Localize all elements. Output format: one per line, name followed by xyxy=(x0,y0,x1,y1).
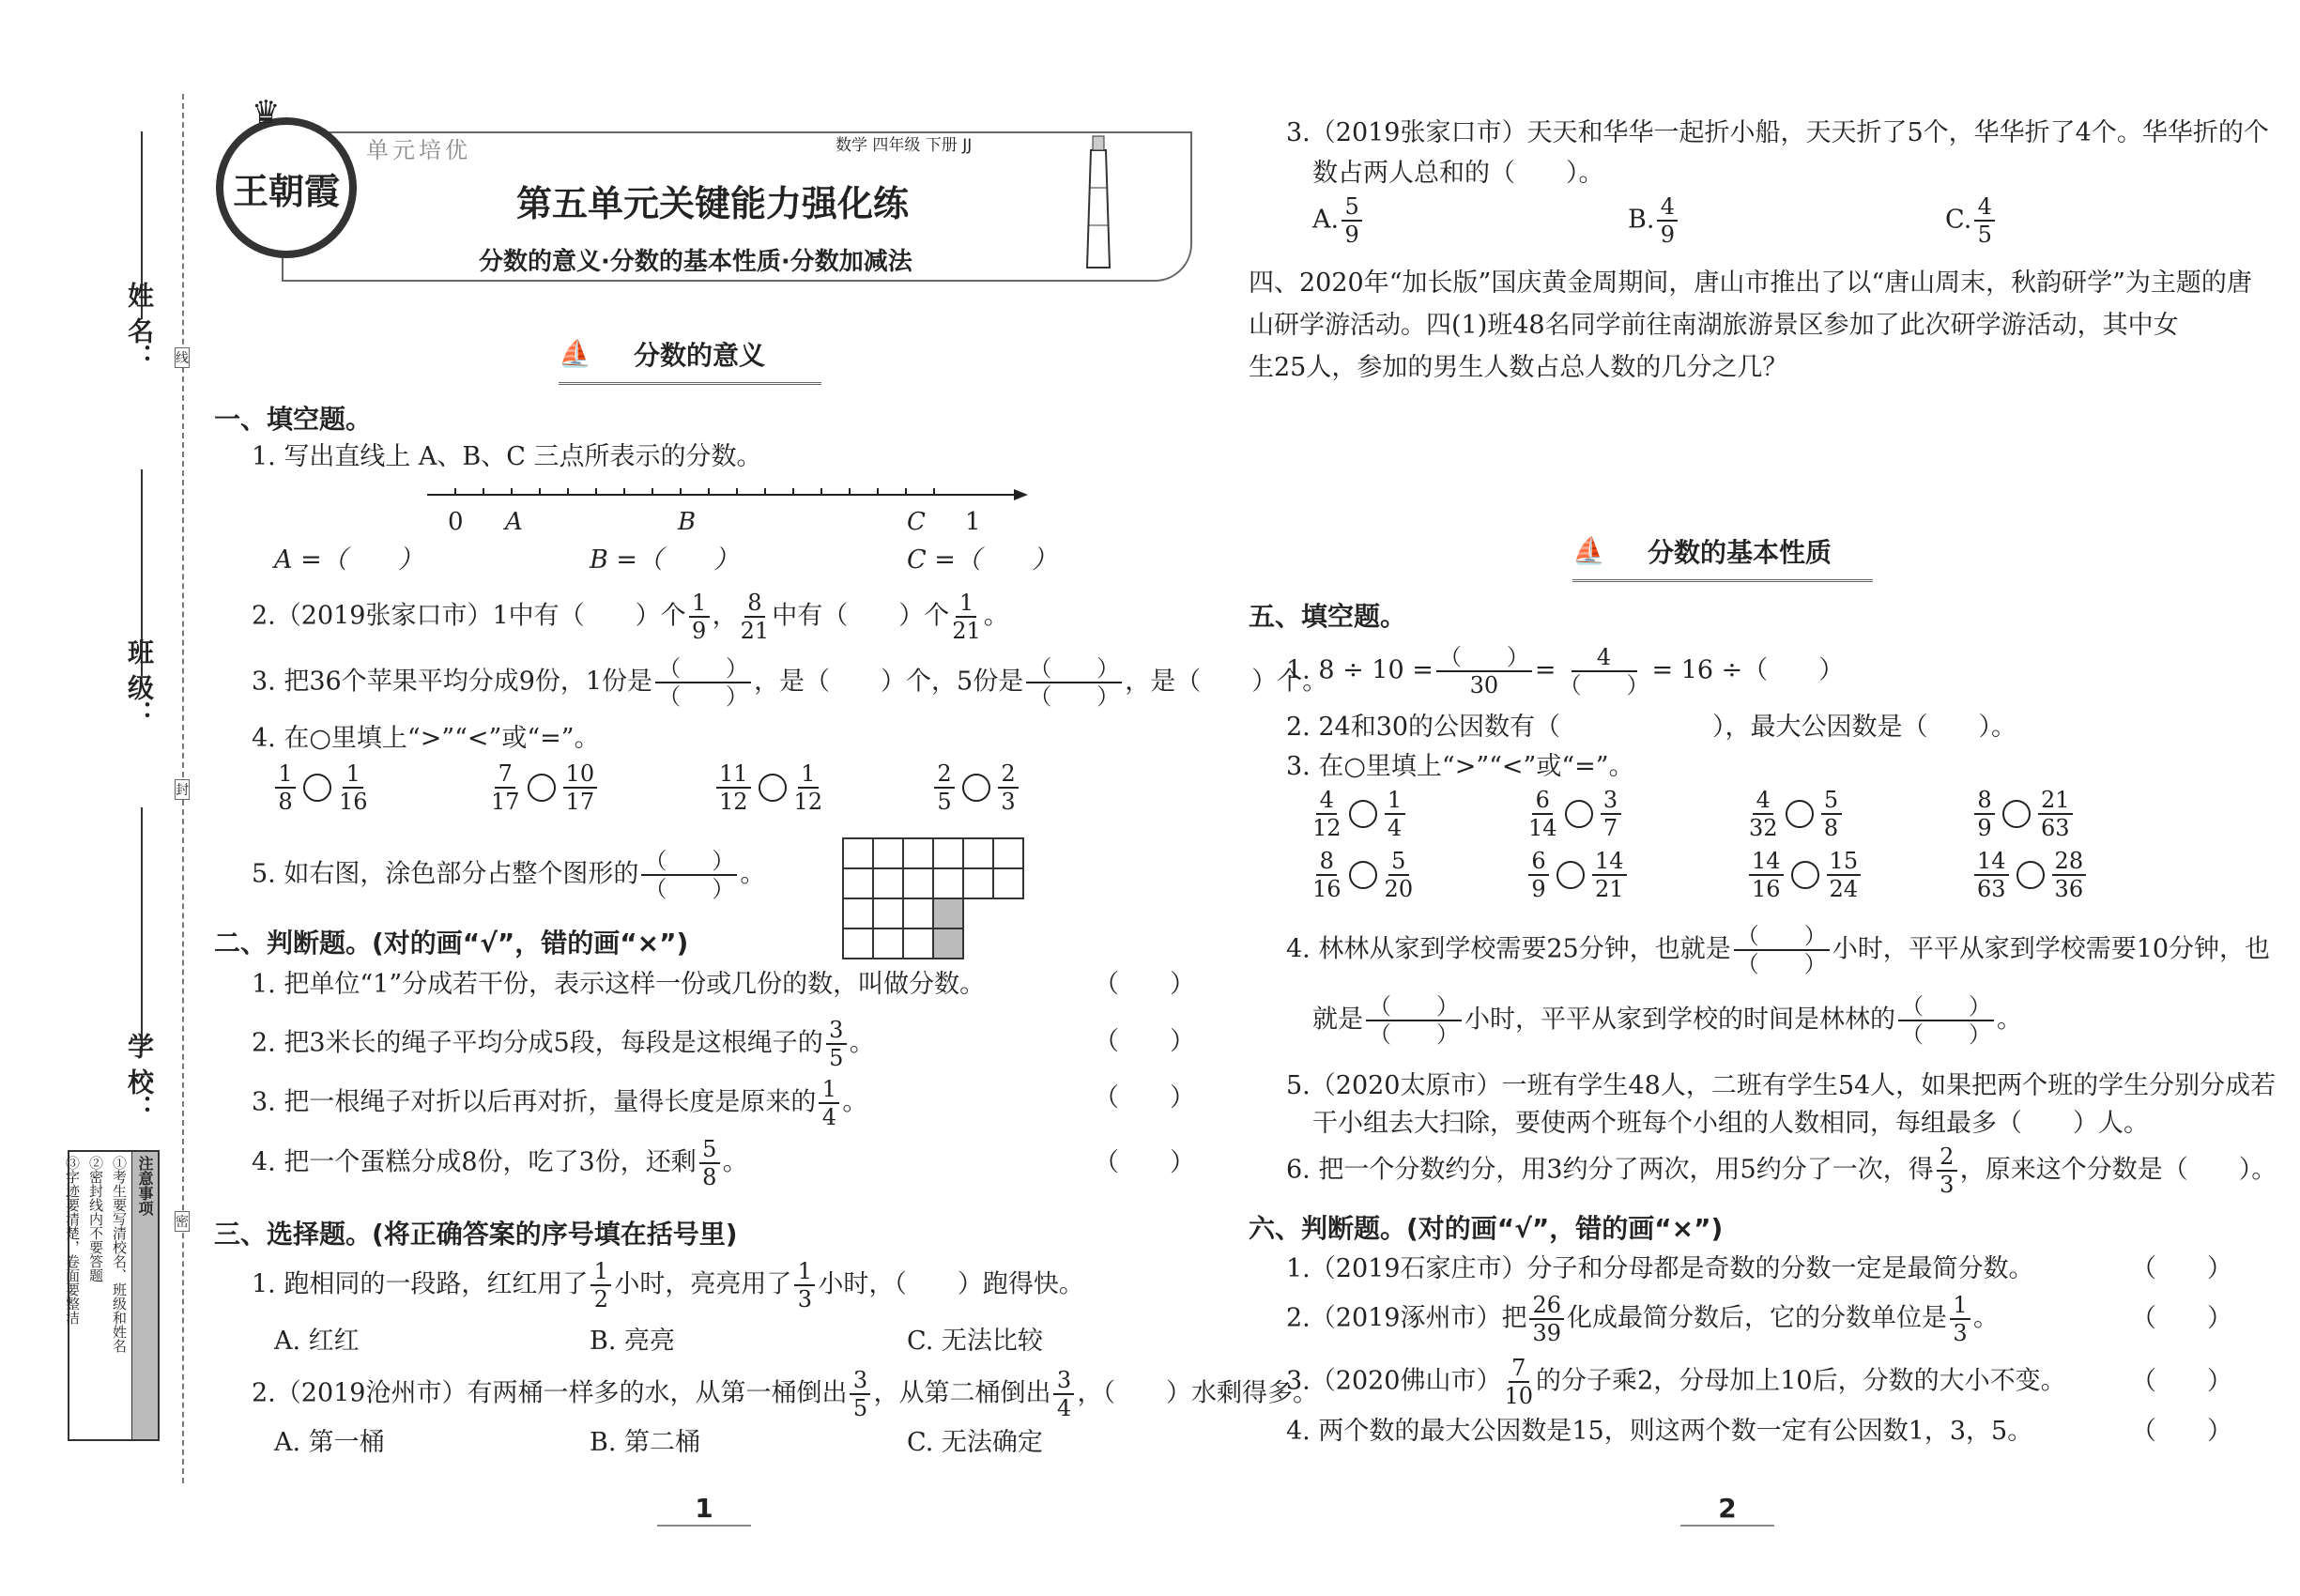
s5-compare-5[interactable] xyxy=(1310,850,1416,900)
numerator: 1 xyxy=(689,591,710,618)
s3-q2 xyxy=(252,1369,1318,1420)
q1-answer-b[interactable]: B =（ ） xyxy=(590,545,740,575)
compare-circle[interactable] xyxy=(1349,800,1377,828)
item-end: 。 xyxy=(849,1028,875,1058)
numerator: 1 xyxy=(1950,1294,1970,1320)
s3-heading: 三、选择题。(将正确答案的序号填在括号里) xyxy=(214,1219,738,1250)
item-end: 。 xyxy=(722,1147,748,1177)
denominator: 3 xyxy=(797,1286,812,1312)
q-text: 小时，平平从家到学校的时间是林林的 xyxy=(1464,1005,1895,1035)
denominator: 12 xyxy=(719,789,748,815)
shaded-grid-figure xyxy=(842,837,1054,959)
item-end: 。 xyxy=(842,1087,868,1117)
s3-q3-option-b[interactable] xyxy=(1628,195,1680,246)
page-number: 1 xyxy=(695,1493,713,1524)
numerator: 1 xyxy=(819,1078,839,1104)
notice-box xyxy=(64,1150,160,1441)
lighthouse-icon xyxy=(1080,131,1117,272)
s5-q1 xyxy=(1286,646,1844,697)
blank-fraction[interactable] xyxy=(1559,646,1649,697)
numerator: 14 xyxy=(1974,850,2009,876)
blank-fraction[interactable] xyxy=(1734,925,1830,975)
q2-text-c: 中有（ ）个 xyxy=(772,601,950,631)
s3-q3-line1: 3.（2019张家口市）天天和华华一起折小船，天天折了5个，华华折了4个。华华折的个 xyxy=(1286,118,2269,147)
denominator: （ ） xyxy=(1901,1021,1991,1048)
denominator: 9 xyxy=(1531,876,1546,902)
notice-title: 注意事项 xyxy=(131,1152,158,1439)
numerator: 4 xyxy=(1572,646,1637,672)
class-label: 班 级： xyxy=(124,638,155,727)
equals: = xyxy=(1534,655,1556,685)
denominator: 3 xyxy=(1953,1320,1968,1346)
blank-fraction[interactable] xyxy=(1366,995,1462,1046)
option-label: B. xyxy=(1628,205,1655,235)
denominator: 8 xyxy=(1823,815,1839,841)
numerator: 3 xyxy=(850,1369,870,1395)
q4-compare-4[interactable] xyxy=(931,762,1021,813)
q2-fraction-2 xyxy=(741,591,770,642)
notice-item-2: ②密封线内不要答题 xyxy=(87,1156,104,1282)
denominator: 8 xyxy=(702,1164,717,1190)
denominator: 30 xyxy=(1469,672,1499,698)
s2-item-4 xyxy=(252,1138,748,1189)
denominator: 10 xyxy=(1504,1383,1534,1409)
numerator: 26 xyxy=(1529,1294,1564,1320)
q-text: 2.（2019涿州市）把 xyxy=(1286,1303,1527,1333)
denominator: 5 xyxy=(852,1395,868,1421)
numerator: 11 xyxy=(716,762,751,789)
denominator: 4 xyxy=(1387,815,1403,841)
denominator: 24 xyxy=(1829,876,1859,902)
denominator: （ ） xyxy=(1736,951,1827,977)
blank-fraction[interactable] xyxy=(1436,646,1532,697)
s5-compare-1[interactable] xyxy=(1310,789,1408,839)
s5-q2: 2. 24和30的公因数有（ ），最大公因数是（ ）。 xyxy=(1286,713,2017,742)
school-underline xyxy=(141,807,143,1051)
denominator: 9 xyxy=(1660,222,1676,248)
denominator: 36 xyxy=(2054,876,2084,902)
denominator: 17 xyxy=(491,789,520,815)
section-title-basic-property xyxy=(1572,526,1873,582)
numerator: （ ） xyxy=(1366,995,1462,1021)
s2-answer-1[interactable]: （ ） xyxy=(1094,970,1195,999)
s1-q2 xyxy=(252,591,1009,642)
q5-text-a: 5. 如右图，涂色部分占整个图形的 xyxy=(252,859,639,889)
q3-text-b: ，是（ ）个，5份是 xyxy=(754,667,1024,697)
numerator: 1 xyxy=(275,762,296,789)
denominator: （ ） xyxy=(658,683,749,710)
denominator: （ ） xyxy=(1029,683,1120,710)
denominator: 12 xyxy=(793,789,823,815)
denominator: 5 xyxy=(829,1045,844,1071)
compare-circle[interactable] xyxy=(1556,861,1585,889)
seal-mark-xian: 线 xyxy=(175,347,190,368)
q-text: ，从第二桶倒出 xyxy=(873,1378,1051,1408)
page-subtitle: 分数的意义·分数的基本性质·分数加减法 xyxy=(479,248,912,276)
q3-text-a: 3. 把36个苹果平均分成9份，1份是 xyxy=(252,667,653,697)
numerator: 2 xyxy=(934,762,955,789)
book-info: 数学 四年级 下册 JJ xyxy=(836,136,973,155)
item-text: 2. 把3米长的绳子平均分成5段，每段是这根绳子的 xyxy=(252,1028,823,1058)
denominator: （ ） xyxy=(644,876,735,902)
item-text: 3. 把一根绳子对折以后再对折，量得长度是原来的 xyxy=(252,1087,817,1117)
numerator: （ ） xyxy=(1898,995,1994,1021)
s6-q3 xyxy=(1286,1357,2066,1407)
s5-compare-2[interactable] xyxy=(1526,789,1624,839)
numerator: （ ） xyxy=(655,657,751,683)
denominator: 4 xyxy=(1056,1395,1072,1421)
q5-text-b: 。 xyxy=(740,859,766,889)
numerator: 6 xyxy=(1532,789,1553,815)
s2-item-2 xyxy=(252,1019,875,1069)
q3-blank-fraction-2[interactable] xyxy=(1026,657,1122,708)
numberline-label-1: 1 xyxy=(965,508,981,536)
s5-heading: 五、填空题。 xyxy=(1249,601,1407,632)
section-title-text: 分数的意义 xyxy=(634,340,766,371)
q-text: 2.（2019沧州市）有两桶一样多的水，从第一桶倒出 xyxy=(252,1378,848,1408)
denominator: 7 xyxy=(1602,815,1618,841)
s2-answer-4[interactable]: （ ） xyxy=(1094,1148,1195,1177)
s5-compare-8[interactable] xyxy=(1971,850,2089,900)
s6-q4: 4. 两个数的最大公因数是15，则这两个数一定有公因数1，3，5。 xyxy=(1286,1417,2033,1446)
numberline-label-c: C xyxy=(907,508,926,536)
s3-q2-option-b[interactable]: B. 第二桶 xyxy=(590,1428,701,1457)
numerator: 21 xyxy=(2038,789,2073,815)
school-label: 学 校： xyxy=(124,1033,155,1121)
denominator: 17 xyxy=(565,789,595,815)
compare-circle[interactable] xyxy=(303,774,331,802)
q-text: = 16 ÷（ ） xyxy=(1651,655,1845,685)
page-number: 2 xyxy=(1718,1493,1737,1524)
blank-fraction[interactable] xyxy=(1898,995,1994,1046)
denominator: 3 xyxy=(1940,1172,1955,1198)
s6-answer-2[interactable]: （ ） xyxy=(2131,1304,2232,1333)
sailboat-icon: ⛵ xyxy=(1572,535,1605,566)
s1-q4: 4. 在○里填上“>”“<”或“=”。 xyxy=(252,724,600,753)
s5-q5-line2: 干小组去大扫除，要使两个班每个小组的人数相同，每组最多（ ）人。 xyxy=(1312,1109,2149,1138)
q5-blank-fraction[interactable] xyxy=(641,850,737,900)
numerator: （ ） xyxy=(1436,646,1532,672)
denominator: 16 xyxy=(1752,876,1781,902)
s2-item-1: 1. 把单位“1”分成若干份，表示这样一份或几份的数，叫做分数。 xyxy=(252,970,986,999)
s3-q1-option-a[interactable]: A. 红红 xyxy=(274,1327,360,1356)
denominator: 21 xyxy=(952,618,981,644)
denominator: 2 xyxy=(593,1286,608,1312)
denominator: 20 xyxy=(1384,876,1414,902)
q-text: ，（ ）水剩得多。 xyxy=(1077,1378,1318,1408)
compare-circle[interactable] xyxy=(1565,800,1593,828)
s5-compare-4[interactable] xyxy=(1971,789,2076,839)
denominator: 39 xyxy=(1532,1320,1562,1346)
compare-circle[interactable] xyxy=(2002,800,2031,828)
section-title-meaning xyxy=(559,329,821,385)
q-text: 3.（2020佛山市） xyxy=(1286,1366,1502,1396)
section-title-text: 分数的基本性质 xyxy=(1648,537,1832,568)
crown-icon: ♛ xyxy=(252,94,281,131)
logo-text: 王朝霞 xyxy=(232,169,340,212)
numerator: 8 xyxy=(1974,789,1995,815)
denominator: （ ） xyxy=(1369,1021,1459,1048)
denominator: 5 xyxy=(1977,222,1992,248)
s3-q1-option-b[interactable]: B. 亮亮 xyxy=(590,1327,676,1356)
denominator: 21 xyxy=(1595,876,1624,902)
q4-compare-3[interactable] xyxy=(713,762,825,813)
compare-circle[interactable] xyxy=(1791,861,1819,889)
s4-line3: 生25人，参加的男生人数占总人数的几分之几？ xyxy=(1249,353,1788,382)
compare-circle[interactable] xyxy=(759,774,787,802)
seal-mark-mi: 密 xyxy=(175,1211,190,1232)
denominator: 63 xyxy=(1977,876,2006,902)
option-label: A. xyxy=(1312,205,1340,235)
s5-q6 xyxy=(1286,1145,2277,1196)
denominator: 8 xyxy=(278,789,293,815)
sailboat-icon: ⛵ xyxy=(559,338,591,369)
numerator: 1 xyxy=(1385,789,1405,815)
numerator: 4 xyxy=(1753,789,1773,815)
q-text: 小时，平平从家到学校需要10分钟，也 xyxy=(1832,934,2271,964)
q-text: 小时，亮亮用了 xyxy=(614,1269,792,1299)
s3-q1 xyxy=(252,1260,1084,1311)
q-text: 1. 跑相同的一段路，红红用了 xyxy=(252,1269,589,1299)
s6-answer-4[interactable]: （ ） xyxy=(2131,1417,2232,1446)
q3-blank-fraction-1[interactable] xyxy=(655,657,751,708)
numerator: 4 xyxy=(1316,789,1337,815)
q-text: 1. 8 ÷ 10 = xyxy=(1286,655,1434,685)
s5-compare-7[interactable] xyxy=(1746,850,1863,900)
s5-compare-3[interactable] xyxy=(1746,789,1845,839)
numerator: 2 xyxy=(998,762,1019,789)
denominator: 16 xyxy=(1312,876,1342,902)
s3-q2-option-a[interactable]: A. 第一桶 xyxy=(274,1428,385,1457)
notice-item-3: ③字迹要清楚，卷面要整洁 xyxy=(64,1156,81,1325)
numerator: 3 xyxy=(1053,1369,1074,1395)
denominator: 9 xyxy=(1344,222,1359,248)
denominator: 3 xyxy=(1001,789,1016,815)
numerator: 5 xyxy=(1821,789,1842,815)
s2-answer-2[interactable]: （ ） xyxy=(1094,1027,1195,1056)
numerator: 14 xyxy=(1592,850,1627,876)
q-text: 就是 xyxy=(1312,1005,1363,1035)
denominator: 14 xyxy=(1528,815,1557,841)
numerator: 1 xyxy=(590,1260,611,1286)
name-label: 姓 名： xyxy=(124,282,155,370)
numerator: 3 xyxy=(826,1019,847,1045)
numerator: 15 xyxy=(1827,850,1862,876)
q2-fraction-3 xyxy=(952,591,981,642)
numberline-label-0: 0 xyxy=(448,508,464,536)
s5-q5-line1: 5.（2020太原市）一班有学生48人，二班有学生54人，如果把两个班的学生分别分成若 xyxy=(1286,1071,2277,1100)
s1-heading: 一、填空题。 xyxy=(214,404,373,435)
numerator: 8 xyxy=(1316,850,1337,876)
s3-q3-line2: 数占两人总和的（ ）。 xyxy=(1312,159,1604,188)
q2-text-d: 。 xyxy=(983,601,1009,631)
s3-q1-option-c[interactable]: C. 无法比较 xyxy=(907,1327,1043,1356)
seal-mark-feng: 封 xyxy=(175,779,190,800)
numerator: 1 xyxy=(798,762,819,789)
q-text: 。 xyxy=(1997,1005,2022,1035)
numerator: 4 xyxy=(1974,195,1995,222)
brand-logo xyxy=(216,117,357,258)
numberline-label-b: B xyxy=(678,508,697,536)
s4-line1: 四、2020年“加长版”国庆黄金周期间，唐山市推出了以“唐山周末，秋韵研学”为主题的唐 xyxy=(1249,269,2252,298)
s3-q3-option-a[interactable] xyxy=(1312,195,1365,246)
numerator: 14 xyxy=(1749,850,1784,876)
numerator: 10 xyxy=(563,762,598,789)
q1-answer-a[interactable]: A =（ ） xyxy=(274,545,423,575)
compare-circle[interactable] xyxy=(2016,861,2045,889)
s6-answer-1[interactable]: （ ） xyxy=(2131,1254,2232,1283)
q2-text-b: ， xyxy=(712,601,738,631)
q-text: 6. 把一个分数约分，用3约分了两次，用5约分了一次，得 xyxy=(1286,1155,1934,1185)
numberline-label-a: A xyxy=(505,508,523,536)
numerator: 5 xyxy=(1388,850,1409,876)
numerator: 5 xyxy=(699,1138,720,1164)
q3-text-c: ，是（ ）个。 xyxy=(1125,667,1328,697)
denominator: 63 xyxy=(2041,815,2070,841)
q-text: 。 xyxy=(1973,1303,2000,1333)
s6-heading: 六、判断题。(对的画“√”，错的画“×”) xyxy=(1249,1213,1724,1244)
s1-q3 xyxy=(252,657,1327,708)
numerator: 1 xyxy=(794,1260,815,1286)
series-label: 单元培优 xyxy=(366,137,471,163)
compare-circle[interactable] xyxy=(962,774,990,802)
numerator: 4 xyxy=(1657,195,1678,222)
q4-compare-2[interactable] xyxy=(488,762,600,813)
numerator: （ ） xyxy=(1026,657,1122,683)
denominator: 32 xyxy=(1749,815,1778,841)
q-text: 化成最简分数后，它的分数单位是 xyxy=(1567,1303,1948,1333)
denominator: 5 xyxy=(937,789,952,815)
numerator: 2 xyxy=(1937,1145,1957,1172)
q-text: 的分子乘2，分母加上10后，分数的大小不变。 xyxy=(1536,1366,2066,1396)
compare-circle[interactable] xyxy=(1786,800,1814,828)
page-number-right xyxy=(1680,1493,1774,1527)
numerator: 28 xyxy=(2052,850,2087,876)
numerator: （ ） xyxy=(641,850,737,876)
numerator: 1 xyxy=(343,762,363,789)
page-title: 第五单元关键能力强化练 xyxy=(516,183,910,224)
denominator: 9 xyxy=(692,618,707,644)
s2-heading: 二、判断题。(对的画“√”，错的画“×”) xyxy=(214,928,689,959)
compare-circle[interactable] xyxy=(1349,861,1377,889)
s3-q3-option-c[interactable] xyxy=(1945,195,1998,246)
q-text: 4. 林林从家到学校需要25分钟，也就是 xyxy=(1286,934,1731,964)
page-number-left xyxy=(657,1493,751,1527)
q-text: ，原来这个分数是（ ）。 xyxy=(1959,1155,2277,1185)
s5-compare-6[interactable] xyxy=(1526,850,1630,900)
denominator: 21 xyxy=(740,618,770,644)
s4-line2: 山研学游活动。四(1)班48名同学前往南湖旅游景区参加了此次研学游活动，其中女 xyxy=(1249,311,2179,340)
denominator: 12 xyxy=(1312,815,1342,841)
s5-q3: 3. 在○里填上“>”“<”或“=”。 xyxy=(1286,752,1634,781)
notice-item-1: ①考生要写清校名、班级和姓名 xyxy=(111,1156,128,1353)
numerator: 1 xyxy=(956,591,976,618)
numerator: （ ） xyxy=(1734,925,1830,951)
q1-answer-c[interactable]: C =（ ） xyxy=(907,545,1057,575)
s6-q2 xyxy=(1286,1294,1999,1344)
numerator: 7 xyxy=(1509,1357,1529,1383)
compare-circle[interactable] xyxy=(528,774,556,802)
s6-q1: 1.（2019石家庄市）分子和分母都是奇数的分数一定是最简分数。 xyxy=(1286,1254,2034,1283)
denominator: 4 xyxy=(821,1104,836,1130)
q2-fraction-1 xyxy=(689,591,710,642)
denominator: （ ） xyxy=(1558,672,1649,698)
s2-item-3 xyxy=(252,1078,867,1128)
numerator: 8 xyxy=(744,591,765,618)
s6-answer-3[interactable]: （ ） xyxy=(2131,1367,2232,1396)
s3-q2-option-c[interactable]: C. 无法确定 xyxy=(907,1428,1043,1457)
s2-answer-3[interactable]: （ ） xyxy=(1094,1083,1195,1113)
numerator: 3 xyxy=(1601,789,1621,815)
denominator: 16 xyxy=(339,789,368,815)
s1-q5 xyxy=(252,850,765,900)
q4-compare-1[interactable] xyxy=(272,762,371,813)
q-text: 小时，（ ）跑得快。 xyxy=(818,1269,1084,1299)
numerator: 7 xyxy=(495,762,515,789)
s5-q4-line1 xyxy=(1286,925,2270,975)
denominator: 9 xyxy=(1977,815,1992,841)
s1-q1: 1. 写出直线上 A、B、C 三点所表示的分数。 xyxy=(252,442,762,471)
numerator: 5 xyxy=(1342,195,1362,222)
numerator: 6 xyxy=(1528,850,1549,876)
option-label: C. xyxy=(1945,205,1972,235)
s5-q4-line2 xyxy=(1312,995,2022,1046)
item-text: 4. 把一个蛋糕分成8份，吃了3份，还剩 xyxy=(252,1147,697,1177)
q2-text-a: 2.（2019张家口市）1中有（ ）个 xyxy=(252,601,686,631)
